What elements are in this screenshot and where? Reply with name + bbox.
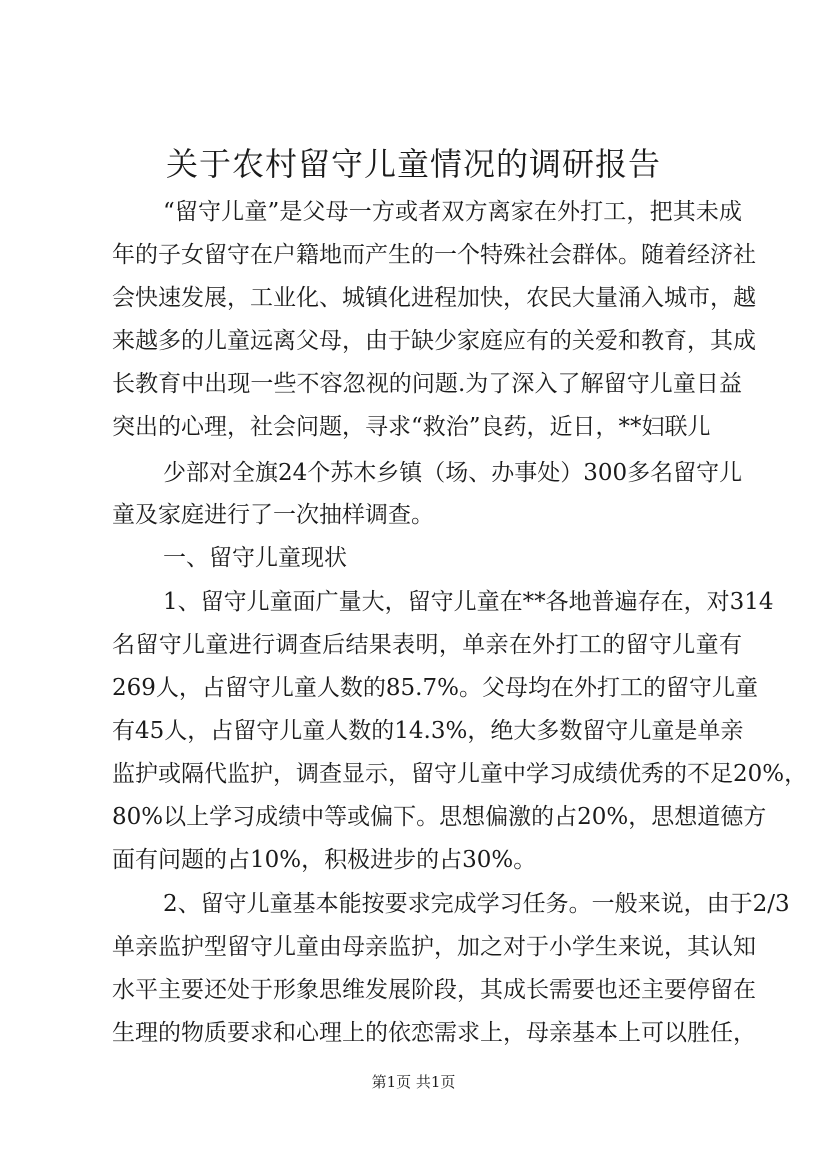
paragraph-3-line-6: 80%以上学习成绩中等或偏下。思想偏激的占20%，思想道德方: [112, 804, 767, 830]
document-title: 关于农村留守儿童情况的调研报告: [165, 145, 661, 183]
paragraph-4-line-1: 2、留守儿童基本能按要求完成学习任务。一般来说，由于2/3: [163, 891, 790, 917]
paragraph-4-line-2: 单亲监护型留守儿童由母亲监护，加之对于小学生来说，其认知: [112, 934, 756, 960]
paragraph-1-line-5: 长教育中出现一些不容忽视的问题.为了深入了解留守儿童日益: [112, 371, 742, 397]
page-number-footer: 第1页 共1页: [371, 1073, 456, 1091]
paragraph-3-line-7: 面有问题的占10%，积极进步的占30%。: [112, 847, 537, 873]
paragraph-1-line-6: 突出的心理，社会问题，寻求“救治”良药，近日，**妇联儿: [112, 414, 711, 440]
paragraph-2-line-2: 童及家庭进行了一次抽样调查。: [112, 502, 434, 528]
paragraph-3-line-3: 269人，占留守儿童人数的85.7%。父母均在外打工的留守儿童: [112, 675, 758, 701]
paragraph-4-line-3: 水平主要还处于形象思维发展阶段，其成长需要也还主要停留在: [112, 977, 756, 1003]
paragraph-1-line-3: 会快速发展，工业化、城镇化进程加快，农民大量涌入城市，越: [112, 285, 756, 311]
paragraph-1-line-2: 年的子女留守在户籍地而产生的一个特殊社会群体。随着经济社: [112, 242, 756, 268]
paragraph-1-line-4: 来越多的儿童远离父母，由于缺少家庭应有的关爱和教育，其成: [112, 328, 756, 354]
section-heading: 一、留守儿童现状: [163, 545, 347, 571]
paragraph-3-line-4: 有45人，占留守儿童人数的14.3%，绝大多数留守儿童是单亲: [112, 718, 744, 744]
paragraph-4-line-4: 生理的物质要求和心理上的依恋需求上，母亲基本上可以胜任，: [112, 1020, 756, 1046]
paragraph-3-line-5: 监护或隔代监护，调查显示，留守儿童中学习成绩优秀的不足20%，: [112, 761, 808, 787]
paragraph-3-line-1: 1、留守儿童面广量大，留守儿童在**各地普遍存在，对314: [163, 589, 774, 615]
paragraph-2-line-1: 少部对全旗24个苏木乡镇（场、办事处）300多名留守儿: [163, 460, 743, 486]
paragraph-3-line-2: 名留守儿童进行调查后结果表明，单亲在外打工的留守儿童有: [112, 632, 742, 658]
paragraph-1-line-1: “留守儿童”是父母一方或者双方离家在外打工，把其未成: [163, 199, 742, 225]
